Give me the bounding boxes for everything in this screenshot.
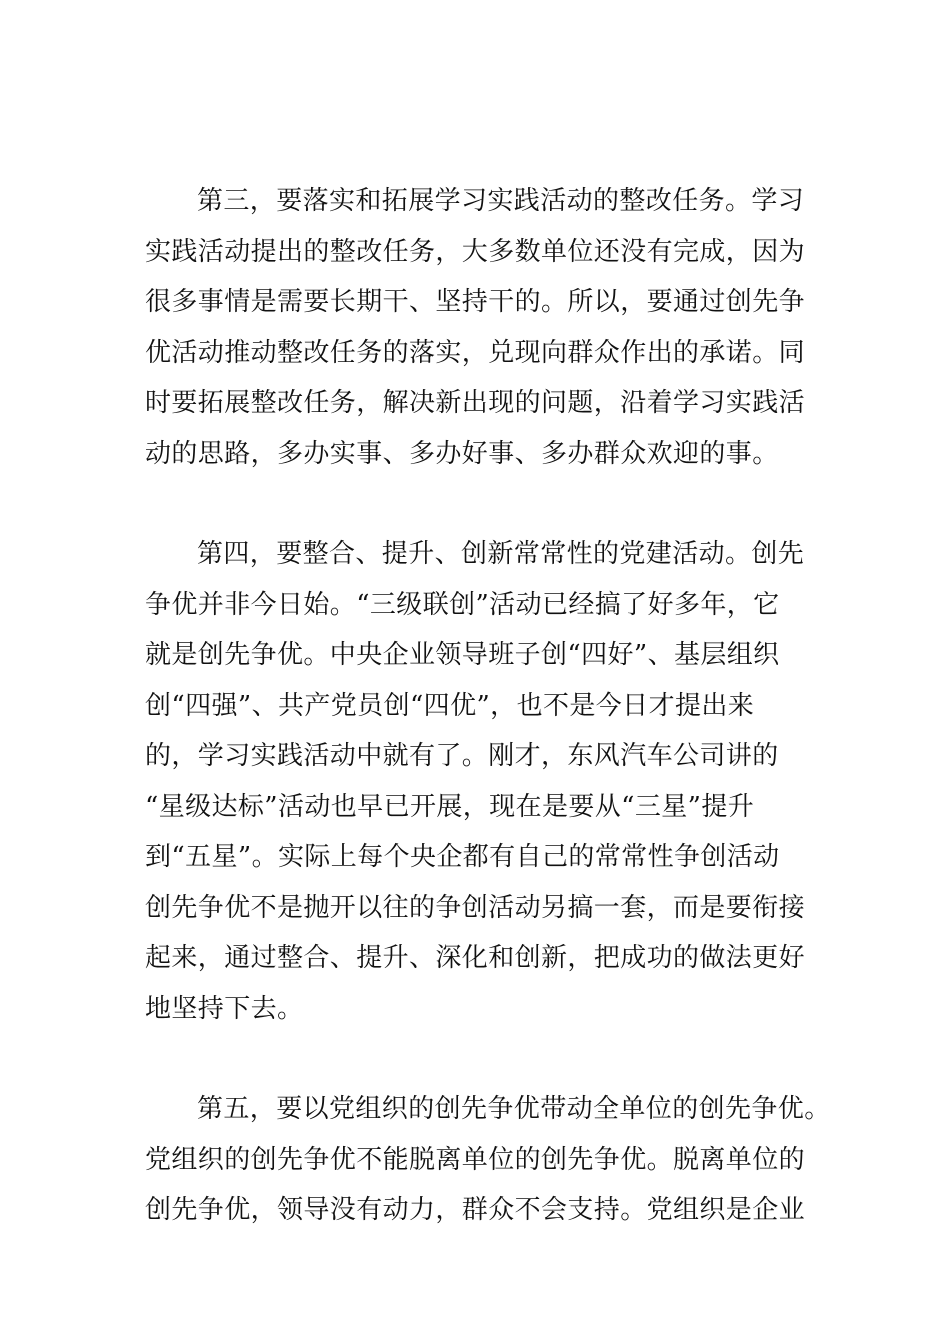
text-line: 动的思路，多办实事、多办好事、多办群众欢迎的事。 — [145, 438, 779, 469]
text-line: “星级达标”活动也早已开展，现在是要从“三星”提升 — [145, 791, 755, 822]
text-line: 实践活动提出的整改任务，大多数单位还没有完成，因为 — [145, 236, 806, 267]
text-line: 优活动推动整改任务的落实，兑现向群众作出的承诺。同 — [145, 337, 806, 368]
text-line: 党组织的创先争优不能脱离单位的创先争优。脱离单位的 — [145, 1144, 806, 1175]
text-line: 争优并非今日始。“三级联创”活动已经搞了好多年，它 — [145, 589, 780, 620]
text-line: 的，学习实践活动中就有了。刚才，东风汽车公司讲的 — [145, 741, 779, 771]
document-body — [145, 176, 831, 1286]
text-line: 第四，要整合、提升、创新常常性的党建活动。创先 — [197, 539, 805, 569]
text-line: 第三，要落实和拓展学习实践活动的整改任务。学习 — [197, 186, 805, 216]
text-line: 创先争优不是抛开以往的争创活动另搞一套，而是要衔接 — [145, 892, 806, 923]
text-line: 创“四强”、共产党员创“四优”，也不是今日才提出来 — [145, 690, 755, 721]
text-line: 很多事情是需要长期干、坚持干的。所以，要通过创先争 — [145, 287, 806, 317]
text-line: 创先争优，领导没有动力，群众不会支持。党组织是企业 — [145, 1195, 806, 1225]
text-line: 就是创先争优。中央企业领导班子创“四好”、基层组织 — [145, 640, 780, 670]
text-line: 时要拓展整改任务，解决新出现的问题，沿着学习实践活 — [145, 388, 806, 418]
paragraph-4 — [145, 529, 825, 1034]
paragraph-3 — [145, 176, 825, 479]
text-line: 到“五星”。实际上每个央企都有自己的常常性争创活动 — [145, 842, 780, 872]
text-line: 地坚持下去。 — [145, 993, 304, 1024]
text-line: 第五，要以党组织的创先争优带动全单位的创先争优。 — [197, 1094, 831, 1124]
text-line: 起来，通过整合、提升、深化和创新，把成功的做法更好 — [145, 943, 806, 973]
paragraph-5 — [145, 1084, 831, 1236]
